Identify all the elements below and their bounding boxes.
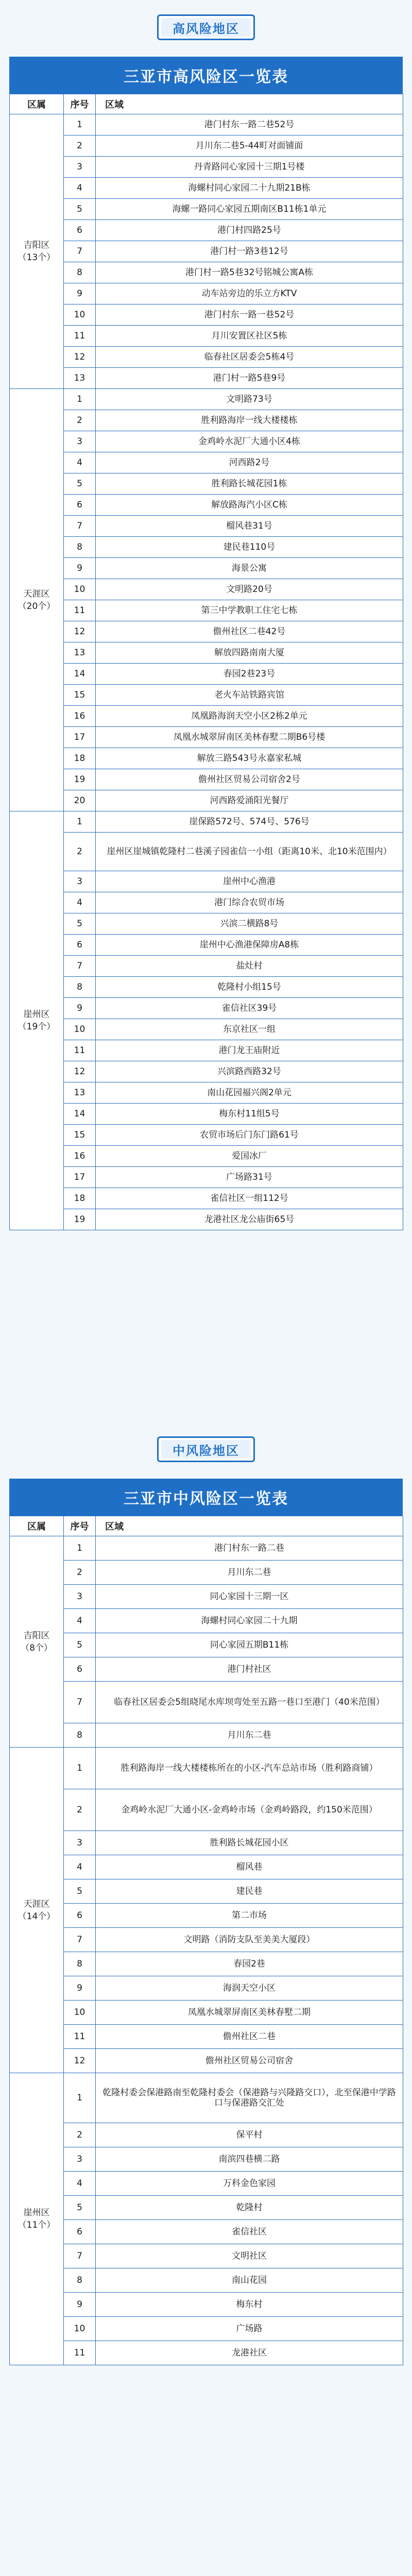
row-number: 5 xyxy=(64,473,96,495)
table-row xyxy=(10,1748,403,1789)
table-row xyxy=(10,2073,403,2123)
table-row xyxy=(10,241,403,262)
area-cell: 金鸡岭水泥厂大通小区-金鸡岭市场（金鸡岭路段，约150米范围） xyxy=(96,1789,403,1831)
district-count: （11个） xyxy=(18,2220,56,2230)
district-name: 崖州区 xyxy=(23,2208,50,2218)
table-row xyxy=(10,2123,403,2147)
row-number: 15 xyxy=(64,685,96,706)
row-number: 5 xyxy=(64,1633,96,1657)
table-row xyxy=(10,1976,403,2001)
high-risk-tag-label: 高风险地区 xyxy=(161,18,251,37)
row-number: 15 xyxy=(64,1125,96,1146)
area-cell: 解放四路南南大厦 xyxy=(96,642,403,664)
table-row xyxy=(10,642,403,664)
area-cell: 海螺一路同心家园五期南区B11栋1单元 xyxy=(96,199,403,220)
row-number: 2 xyxy=(64,410,96,431)
district-cell xyxy=(10,389,64,811)
area-cell: 动车站旁边的乐立方KTV xyxy=(96,283,403,304)
row-number: 5 xyxy=(64,2196,96,2220)
header-area: 区域 xyxy=(96,94,403,114)
table-row xyxy=(10,262,403,283)
table-row xyxy=(10,368,403,389)
table-row xyxy=(10,2001,403,2025)
district-count: （19个） xyxy=(18,1022,56,1032)
row-number: 7 xyxy=(64,956,96,977)
table-row xyxy=(10,1146,403,1167)
row-number: 2 xyxy=(64,135,96,157)
table-row xyxy=(10,1609,403,1633)
row-number: 9 xyxy=(64,998,96,1019)
mid-risk-tag-wrap xyxy=(0,1422,412,1479)
row-number: 11 xyxy=(64,326,96,347)
area-cell: 保平村 xyxy=(96,2123,403,2147)
row-number: 6 xyxy=(64,2220,96,2244)
district-count: （8个） xyxy=(21,1642,53,1653)
row-number: 7 xyxy=(64,1928,96,1952)
area-cell: 兴滨二横路8号 xyxy=(96,913,403,935)
table-row xyxy=(10,621,403,642)
row-number: 3 xyxy=(64,2147,96,2172)
mid-risk-tag-label: 中风险地区 xyxy=(161,1440,251,1459)
row-number: 4 xyxy=(64,178,96,199)
table-row xyxy=(10,283,403,304)
area-cell: 乾隆村 xyxy=(96,2196,403,2220)
table-row xyxy=(10,516,403,537)
area-cell: 南山花园 xyxy=(96,2268,403,2293)
area-cell: 龙港社区 xyxy=(96,2341,403,2365)
row-number: 1 xyxy=(64,2073,96,2123)
area-cell: 胜利路海岸一线大楼楼栋所在的小区-汽车总站市场（胜利路商铺） xyxy=(96,1748,403,1789)
table-row xyxy=(10,2025,403,2049)
row-number: 11 xyxy=(64,600,96,621)
area-cell: 港门村东一路一巷52号 xyxy=(96,304,403,326)
row-number: 5 xyxy=(64,913,96,935)
row-number: 3 xyxy=(64,157,96,178)
mid-risk-table xyxy=(9,1516,403,2365)
table-header-row xyxy=(10,94,403,114)
table-row xyxy=(10,135,403,157)
table-row xyxy=(10,1831,403,1855)
table-row xyxy=(10,600,403,621)
table-row xyxy=(10,326,403,347)
area-cell: 港门村社区 xyxy=(96,1657,403,1682)
area-cell: 农贸市场后门东门路61号 xyxy=(96,1125,403,1146)
table-row xyxy=(10,685,403,706)
table-row xyxy=(10,727,403,748)
row-number: 12 xyxy=(64,621,96,642)
row-number: 19 xyxy=(64,769,96,790)
table-row xyxy=(10,1657,403,1682)
row-number: 4 xyxy=(64,1609,96,1633)
row-number: 1 xyxy=(64,1536,96,1561)
area-cell: 海润天空小区 xyxy=(96,1976,403,2001)
row-number: 3 xyxy=(64,871,96,892)
table-row xyxy=(10,2049,403,2073)
row-number: 2 xyxy=(64,2123,96,2147)
row-number: 6 xyxy=(64,1657,96,1682)
mid-risk-tag xyxy=(157,1436,255,1462)
area-cell: 临春社区居委会5组晓尾水库坝弯处至五路一巷口至港门（40米范围） xyxy=(96,1682,403,1723)
table-row xyxy=(10,748,403,769)
row-number: 17 xyxy=(64,727,96,748)
area-cell: 春园2巷23号 xyxy=(96,664,403,685)
row-number: 6 xyxy=(64,1904,96,1928)
table-row xyxy=(10,579,403,600)
area-cell: 胜利路长城花园1栋 xyxy=(96,473,403,495)
area-cell: 丹青路同心家园十三期1号楼 xyxy=(96,157,403,178)
row-number: 9 xyxy=(64,2293,96,2317)
row-number: 8 xyxy=(64,2268,96,2293)
table-row xyxy=(10,956,403,977)
area-cell: 儋州社区二巷 xyxy=(96,2025,403,2049)
high-risk-table-body xyxy=(10,114,403,1230)
table-row xyxy=(10,1904,403,1928)
area-cell: 广场路31号 xyxy=(96,1167,403,1188)
table-row xyxy=(10,199,403,220)
table-row xyxy=(10,1061,403,1082)
area-cell: 万科金色家园 xyxy=(96,2172,403,2196)
area-cell: 港门村一路3巷12号 xyxy=(96,241,403,262)
table-row xyxy=(10,1879,403,1904)
header-number: 序号 xyxy=(64,1516,96,1536)
high-risk-tag-wrap xyxy=(0,0,412,57)
mid-risk-table-title: 三亚市中风险区一览表 xyxy=(9,1479,403,1516)
district-name: 吉阳区 xyxy=(23,240,50,250)
area-cell: 兴滨路西路32号 xyxy=(96,1061,403,1082)
area-cell: 老火车站铁路宾馆 xyxy=(96,685,403,706)
area-cell: 榴风巷31号 xyxy=(96,516,403,537)
district-name: 崖州区 xyxy=(23,1009,50,1020)
table-row xyxy=(10,2196,403,2220)
table-row xyxy=(10,1188,403,1209)
table-row xyxy=(10,1125,403,1146)
row-number: 8 xyxy=(64,262,96,283)
area-cell: 雀信社区 xyxy=(96,2220,403,2244)
row-number: 4 xyxy=(64,2172,96,2196)
area-cell: 月川安置区社区5栋 xyxy=(96,326,403,347)
row-number: 19 xyxy=(64,1209,96,1230)
area-cell: 凤凰路海润天空小区2栋2单元 xyxy=(96,706,403,727)
table-row xyxy=(10,935,403,956)
row-number: 7 xyxy=(64,2244,96,2268)
header-number: 序号 xyxy=(64,94,96,114)
high-risk-table xyxy=(9,94,403,1230)
table-row xyxy=(10,1585,403,1609)
row-number: 12 xyxy=(64,2049,96,2073)
table-row xyxy=(10,892,403,913)
row-number: 13 xyxy=(64,1082,96,1104)
table-row xyxy=(10,537,403,558)
row-number: 3 xyxy=(64,1585,96,1609)
row-number: 7 xyxy=(64,516,96,537)
area-cell: 儋州社区贸易公司宿舍2号 xyxy=(96,769,403,790)
table-row xyxy=(10,558,403,579)
row-number: 10 xyxy=(64,579,96,600)
area-cell: 解放路海汽小区C栋 xyxy=(96,495,403,516)
district-count: （13个） xyxy=(18,252,56,263)
row-number: 9 xyxy=(64,1976,96,2001)
table-row xyxy=(10,495,403,516)
area-cell: 第三中学教职工住宅七栋 xyxy=(96,600,403,621)
row-number: 10 xyxy=(64,1019,96,1040)
row-number: 20 xyxy=(64,790,96,811)
row-number: 10 xyxy=(64,304,96,326)
table-row xyxy=(10,664,403,685)
row-number: 5 xyxy=(64,199,96,220)
table-row xyxy=(10,1789,403,1831)
table-row xyxy=(10,1104,403,1125)
row-number: 1 xyxy=(64,1748,96,1789)
table-row xyxy=(10,452,403,473)
table-row xyxy=(10,769,403,790)
area-cell: 月川东二巷 xyxy=(96,1561,403,1585)
row-number: 17 xyxy=(64,1167,96,1188)
table-row xyxy=(10,811,403,833)
table-row xyxy=(10,2341,403,2365)
area-cell: 月川东二巷 xyxy=(96,1723,403,1748)
header-area: 区域 xyxy=(96,1516,403,1536)
district-cell xyxy=(10,2073,64,2365)
area-cell: 春园2巷 xyxy=(96,1952,403,1976)
area-cell: 港门龙王庙附近 xyxy=(96,1040,403,1061)
table-row xyxy=(10,790,403,811)
table-row xyxy=(10,2268,403,2293)
row-number: 7 xyxy=(64,1682,96,1723)
table-row xyxy=(10,2244,403,2268)
area-cell: 东京社区一组 xyxy=(96,1019,403,1040)
area-cell: 临春社区居委会5栋4号 xyxy=(96,347,403,368)
district-cell xyxy=(10,811,64,1230)
table-row xyxy=(10,2220,403,2244)
row-number: 4 xyxy=(64,452,96,473)
row-number: 4 xyxy=(64,1855,96,1879)
row-number: 14 xyxy=(64,664,96,685)
district-name: 天涯区 xyxy=(23,588,50,599)
area-cell: 乾隆村委会保港路南至乾隆村委会（保港路与兴隆路交口），北至保港中学路口与保港路交汇处 xyxy=(96,2073,403,2123)
row-number: 6 xyxy=(64,935,96,956)
table-row xyxy=(10,1952,403,1976)
row-number: 1 xyxy=(64,389,96,410)
area-cell: 文明社区 xyxy=(96,2244,403,2268)
table-row xyxy=(10,2317,403,2341)
row-number: 3 xyxy=(64,431,96,452)
row-number: 10 xyxy=(64,2317,96,2341)
row-number: 18 xyxy=(64,1188,96,1209)
area-cell: 建民巷 xyxy=(96,1879,403,1904)
area-cell: 文明路（消防支队至美美大厦段） xyxy=(96,1928,403,1952)
area-cell: 南滨四巷横二路 xyxy=(96,2147,403,2172)
high-risk-table-title: 三亚市高风险区一览表 xyxy=(9,57,403,94)
row-number: 16 xyxy=(64,1146,96,1167)
area-cell: 乾隆村小组15号 xyxy=(96,977,403,998)
row-number: 5 xyxy=(64,1879,96,1904)
table-row xyxy=(10,706,403,727)
table-row xyxy=(10,389,403,410)
row-number: 13 xyxy=(64,642,96,664)
table-row xyxy=(10,1536,403,1561)
table-row xyxy=(10,1082,403,1104)
table-row xyxy=(10,431,403,452)
table-row xyxy=(10,2172,403,2196)
table-row xyxy=(10,1928,403,1952)
area-cell: 金鸡岭水泥厂大通小区4栋 xyxy=(96,431,403,452)
area-cell: 港门村一路5巷32号铭城公寓A栋 xyxy=(96,262,403,283)
row-number: 10 xyxy=(64,2001,96,2025)
table-row xyxy=(10,1209,403,1230)
area-cell: 文明路73号 xyxy=(96,389,403,410)
table-row xyxy=(10,833,403,871)
table-row xyxy=(10,871,403,892)
table-row xyxy=(10,977,403,998)
table-row xyxy=(10,1040,403,1061)
row-number: 7 xyxy=(64,241,96,262)
district-name: 天涯区 xyxy=(23,1899,50,1909)
table-row xyxy=(10,913,403,935)
mid-risk-table-body xyxy=(10,1536,403,2365)
table-row xyxy=(10,347,403,368)
area-cell: 港门村四路25号 xyxy=(96,220,403,241)
row-number: 8 xyxy=(64,537,96,558)
area-cell: 海景公寓 xyxy=(96,558,403,579)
row-number: 11 xyxy=(64,2025,96,2049)
row-number: 12 xyxy=(64,1061,96,1082)
area-cell: 龙港社区龙公庙街65号 xyxy=(96,1209,403,1230)
area-cell: 港门综合农贸市场 xyxy=(96,892,403,913)
district-cell xyxy=(10,114,64,389)
row-number: 14 xyxy=(64,1104,96,1125)
area-cell: 爱国冰厂 xyxy=(96,1146,403,1167)
table-row xyxy=(10,1167,403,1188)
area-cell: 港门村东一路二巷52号 xyxy=(96,114,403,135)
row-number: 1 xyxy=(64,811,96,833)
area-cell: 榴风巷 xyxy=(96,1855,403,1879)
row-number: 11 xyxy=(64,2341,96,2365)
area-cell: 梅东村11组5号 xyxy=(96,1104,403,1125)
high-risk-tag xyxy=(157,14,255,40)
area-cell: 儋州社区二巷42号 xyxy=(96,621,403,642)
area-cell: 河西路2号 xyxy=(96,452,403,473)
table-row xyxy=(10,1633,403,1657)
row-number: 2 xyxy=(64,1561,96,1585)
table-row xyxy=(10,2147,403,2172)
table-row xyxy=(10,114,403,135)
table-row xyxy=(10,410,403,431)
table-row xyxy=(10,1855,403,1879)
row-number: 8 xyxy=(64,1952,96,1976)
row-number: 8 xyxy=(64,977,96,998)
district-cell xyxy=(10,1748,64,2073)
row-number: 9 xyxy=(64,283,96,304)
area-cell: 文明路20号 xyxy=(96,579,403,600)
area-cell: 梅东村 xyxy=(96,2293,403,2317)
table-row xyxy=(10,1019,403,1040)
row-number: 6 xyxy=(64,495,96,516)
district-count: （14个） xyxy=(18,1911,56,1922)
row-number: 3 xyxy=(64,1831,96,1855)
area-cell: 同心家园五期B11栋 xyxy=(96,1633,403,1657)
table-row xyxy=(10,304,403,326)
area-cell: 第二市场 xyxy=(96,1904,403,1928)
area-cell: 港门村东一路二巷 xyxy=(96,1536,403,1561)
area-cell: 崖州中心渔港 xyxy=(96,871,403,892)
district-name: 吉阳区 xyxy=(23,1630,50,1641)
area-cell: 海螺村同心家园二十九期21B栋 xyxy=(96,178,403,199)
district-cell xyxy=(10,1536,64,1748)
row-number: 9 xyxy=(64,558,96,579)
district-count: （20个） xyxy=(18,601,56,612)
row-number: 1 xyxy=(64,114,96,135)
header-district: 区属 xyxy=(10,94,64,114)
row-number: 2 xyxy=(64,833,96,871)
area-cell: 崖州中心渔港保障房A8栋 xyxy=(96,935,403,956)
area-cell: 河西路爱涌阳光餐厅 xyxy=(96,790,403,811)
row-number: 4 xyxy=(64,892,96,913)
table-row xyxy=(10,473,403,495)
table-row xyxy=(10,1723,403,1748)
area-cell: 广场路 xyxy=(96,2317,403,2341)
table-row xyxy=(10,157,403,178)
row-number: 16 xyxy=(64,706,96,727)
area-cell: 月川东二巷5-44町对面铺面 xyxy=(96,135,403,157)
area-cell: 凤凰水城翠屏南区美林春墅二期 xyxy=(96,2001,403,2025)
area-cell: 崖州区崖城镇乾隆村二巷溪子园雀信一小组（距离10米、北10米范围内） xyxy=(96,833,403,871)
area-cell: 港门村一路5巷9号 xyxy=(96,368,403,389)
table-row xyxy=(10,1682,403,1723)
mid-risk-section xyxy=(0,1422,412,2365)
area-cell: 南山花园福兴阁2单元 xyxy=(96,1082,403,1104)
area-cell: 同心家园十三期一区 xyxy=(96,1585,403,1609)
table-header-row xyxy=(10,1516,403,1536)
row-number: 8 xyxy=(64,1723,96,1748)
row-number: 13 xyxy=(64,368,96,389)
high-risk-section xyxy=(0,0,412,1230)
row-number: 12 xyxy=(64,347,96,368)
area-cell: 儋州社区贸易公司宿舍 xyxy=(96,2049,403,2073)
area-cell: 凤凰水城翠屏南区美林春墅二期B6号楼 xyxy=(96,727,403,748)
area-cell: 盐灶村 xyxy=(96,956,403,977)
area-cell: 雀信社区39号 xyxy=(96,998,403,1019)
table-row xyxy=(10,220,403,241)
table-row xyxy=(10,1561,403,1585)
table-row xyxy=(10,2293,403,2317)
row-number: 2 xyxy=(64,1789,96,1831)
area-cell: 胜利路长城花园小区 xyxy=(96,1831,403,1855)
area-cell: 解放三路543号永嘉家私城 xyxy=(96,748,403,769)
area-cell: 海螺村同心家园二十九期 xyxy=(96,1609,403,1633)
header-district: 区属 xyxy=(10,1516,64,1536)
row-number: 11 xyxy=(64,1040,96,1061)
area-cell: 崖保路572号、574号、576号 xyxy=(96,811,403,833)
row-number: 18 xyxy=(64,748,96,769)
area-cell: 胜利路海岸一线大楼楼栋 xyxy=(96,410,403,431)
area-cell: 建民巷110号 xyxy=(96,537,403,558)
table-row xyxy=(10,178,403,199)
row-number: 6 xyxy=(64,220,96,241)
area-cell: 雀信社区一组112号 xyxy=(96,1188,403,1209)
table-row xyxy=(10,998,403,1019)
